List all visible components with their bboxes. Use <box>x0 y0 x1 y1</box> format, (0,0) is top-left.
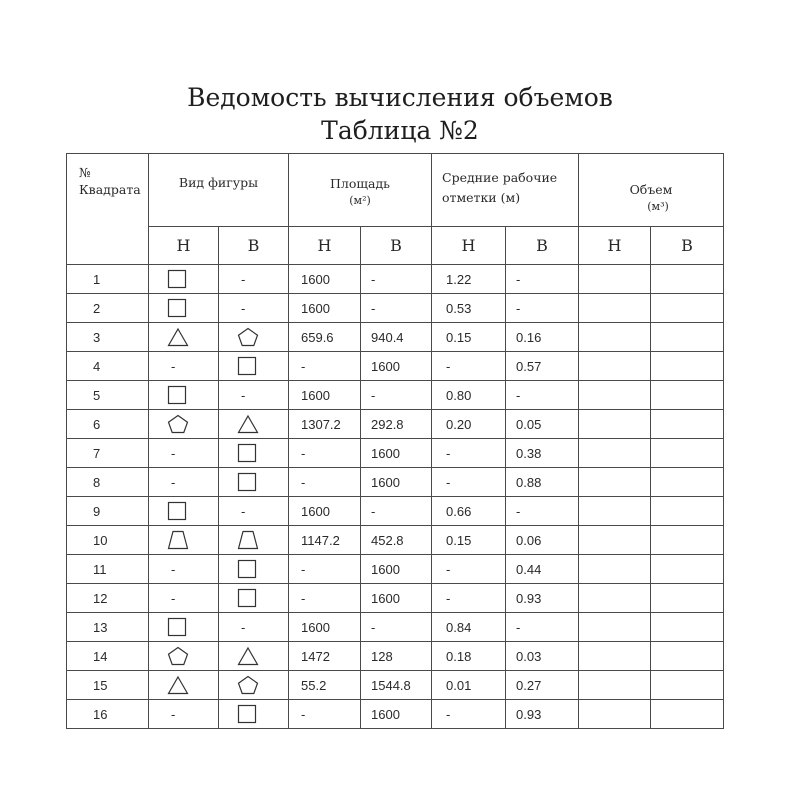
table-body <box>67 265 724 729</box>
table-row <box>67 265 724 294</box>
area-b-cell: - <box>361 265 432 294</box>
figure-cell <box>219 555 289 584</box>
area-b-cell: 452.8 <box>361 526 432 555</box>
mark-b-cell: 0.57 <box>506 352 579 381</box>
table-row <box>67 497 724 526</box>
volume-n-cell <box>579 555 651 584</box>
table-row <box>67 642 724 671</box>
volume-n-cell <box>579 613 651 642</box>
volume-n-cell <box>579 265 651 294</box>
volume-n-cell <box>579 323 651 352</box>
subheader-cell: Н <box>432 227 506 265</box>
header-volume <box>579 154 724 227</box>
figure-cell <box>149 526 219 555</box>
header-volume-label: Объем <box>629 182 673 197</box>
square-icon <box>237 357 257 372</box>
area-b-cell: 1600 <box>361 555 432 584</box>
square-number-cell: 12 <box>67 584 149 613</box>
volume-b-cell <box>651 265 724 294</box>
mark-n-cell: 0.53 <box>432 294 506 323</box>
mark-n-cell: - <box>432 555 506 584</box>
mark-b-cell: 0.88 <box>506 468 579 497</box>
table-caption: Таблица №2 <box>321 116 479 145</box>
volume-b-cell <box>651 410 724 439</box>
mark-n-cell: 0.01 <box>432 671 506 700</box>
table-row <box>67 468 724 497</box>
mark-b-cell: - <box>506 613 579 642</box>
mark-n-cell: 0.15 <box>432 526 506 555</box>
area-n-cell: 1600 <box>289 265 361 294</box>
mark-n-cell: 0.20 <box>432 410 506 439</box>
volume-b-cell <box>651 381 724 410</box>
square-icon <box>237 560 257 575</box>
trapezoid-icon <box>167 531 189 546</box>
mark-b-cell: 0.44 <box>506 555 579 584</box>
figure-cell <box>219 642 289 671</box>
area-b-cell: 1600 <box>361 352 432 381</box>
figure-cell <box>219 584 289 613</box>
square-number-cell: 10 <box>67 526 149 555</box>
area-b-cell: 1600 <box>361 468 432 497</box>
area-n-cell: 1600 <box>289 613 361 642</box>
area-b-cell: 1544.8 <box>361 671 432 700</box>
figure-cell <box>219 410 289 439</box>
header-row <box>67 154 724 227</box>
square-icon <box>167 270 187 285</box>
area-n-cell: 1600 <box>289 497 361 526</box>
triangle-icon <box>167 676 189 691</box>
square-icon <box>237 473 257 488</box>
area-n-cell: - <box>289 584 361 613</box>
square-number-cell: 16 <box>67 700 149 729</box>
area-n-cell: 1147.2 <box>289 526 361 555</box>
subheader-cell: В <box>361 227 432 265</box>
area-b-cell: - <box>361 613 432 642</box>
volume-n-cell <box>579 381 651 410</box>
figure-cell <box>219 439 289 468</box>
area-n-cell: 659.6 <box>289 323 361 352</box>
figure-cell: - <box>149 439 219 468</box>
table-row <box>67 613 724 642</box>
volume-n-cell <box>579 294 651 323</box>
square-icon <box>167 618 187 633</box>
mark-b-cell: 0.27 <box>506 671 579 700</box>
figure-cell: - <box>219 294 289 323</box>
volume-b-cell <box>651 526 724 555</box>
square-number-cell: 9 <box>67 497 149 526</box>
square-number-cell: 8 <box>67 468 149 497</box>
figure-cell: - <box>149 555 219 584</box>
table-row <box>67 294 724 323</box>
pentagon-icon <box>237 328 259 343</box>
area-n-cell: - <box>289 439 361 468</box>
volume-b-cell <box>651 555 724 584</box>
area-n-cell: - <box>289 352 361 381</box>
volume-b-cell <box>651 671 724 700</box>
figure-cell <box>149 265 219 294</box>
square-number-cell: 3 <box>67 323 149 352</box>
table-row <box>67 700 724 729</box>
square-number-cell: 7 <box>67 439 149 468</box>
triangle-icon <box>237 415 259 430</box>
mark-b-cell: 0.16 <box>506 323 579 352</box>
square-icon <box>237 444 257 459</box>
pentagon-icon <box>237 676 259 691</box>
volume-b-cell <box>651 439 724 468</box>
area-b-cell: 292.8 <box>361 410 432 439</box>
figure-cell <box>219 468 289 497</box>
mark-n-cell: - <box>432 700 506 729</box>
volume-b-cell <box>651 613 724 642</box>
mark-b-cell: - <box>506 294 579 323</box>
square-number-cell: 15 <box>67 671 149 700</box>
volume-b-cell <box>651 642 724 671</box>
mark-n-cell: - <box>432 584 506 613</box>
figure-cell: - <box>149 700 219 729</box>
mark-n-cell: - <box>432 439 506 468</box>
square-icon <box>167 386 187 401</box>
area-n-cell: 1307.2 <box>289 410 361 439</box>
area-b-cell: 940.4 <box>361 323 432 352</box>
table-row <box>67 381 724 410</box>
triangle-icon <box>237 647 259 662</box>
mark-n-cell: 0.18 <box>432 642 506 671</box>
area-b-cell: 128 <box>361 642 432 671</box>
area-b-cell: 1600 <box>361 439 432 468</box>
document-title: Ведомость вычисления объемов <box>187 83 613 112</box>
pentagon-icon <box>167 647 189 662</box>
mark-n-cell: 0.80 <box>432 381 506 410</box>
mark-n-cell: 0.66 <box>432 497 506 526</box>
header-marks: Средние рабочие отметки (м) <box>432 154 579 227</box>
figure-cell <box>219 352 289 381</box>
mark-b-cell: 0.38 <box>506 439 579 468</box>
subheader-cell: В <box>219 227 289 265</box>
area-b-cell: - <box>361 381 432 410</box>
square-number-cell: 1 <box>67 265 149 294</box>
header-area <box>289 154 432 227</box>
square-number-cell: 4 <box>67 352 149 381</box>
volume-b-cell <box>651 497 724 526</box>
square-number-cell: 2 <box>67 294 149 323</box>
volume-n-cell <box>579 410 651 439</box>
figure-cell <box>219 700 289 729</box>
square-icon <box>237 589 257 604</box>
figure-cell: - <box>219 613 289 642</box>
volume-n-cell <box>579 468 651 497</box>
mark-n-cell: - <box>432 468 506 497</box>
volume-n-cell <box>579 700 651 729</box>
square-number-cell: 11 <box>67 555 149 584</box>
figure-cell: - <box>149 352 219 381</box>
volume-n-cell <box>579 439 651 468</box>
trapezoid-icon <box>237 531 259 546</box>
volume-n-cell <box>579 526 651 555</box>
figure-cell <box>149 323 219 352</box>
figure-cell <box>149 381 219 410</box>
subheader-cell: В <box>506 227 579 265</box>
volume-b-cell <box>651 323 724 352</box>
mark-b-cell: 0.06 <box>506 526 579 555</box>
figure-cell: - <box>219 381 289 410</box>
mark-b-cell: - <box>506 381 579 410</box>
area-n-cell: 1472 <box>289 642 361 671</box>
subheader-cell: В <box>651 227 724 265</box>
volume-n-cell <box>579 497 651 526</box>
area-n-cell: - <box>289 555 361 584</box>
area-n-cell: - <box>289 700 361 729</box>
mark-b-cell: 0.93 <box>506 584 579 613</box>
volume-table <box>66 153 724 729</box>
table-row <box>67 526 724 555</box>
table-row <box>67 555 724 584</box>
table-row <box>67 439 724 468</box>
volume-b-cell <box>651 584 724 613</box>
figure-cell <box>219 671 289 700</box>
square-icon <box>167 502 187 517</box>
area-n-cell: 55.2 <box>289 671 361 700</box>
area-b-cell: 1600 <box>361 700 432 729</box>
table-row <box>67 410 724 439</box>
volume-b-cell <box>651 700 724 729</box>
square-icon <box>237 705 257 720</box>
subheader-cell: Н <box>579 227 651 265</box>
square-number-cell: 13 <box>67 613 149 642</box>
square-number-cell: 5 <box>67 381 149 410</box>
header-area-label: Площадь <box>330 176 390 191</box>
table-row <box>67 323 724 352</box>
subheader-row <box>67 227 724 265</box>
triangle-icon <box>167 328 189 343</box>
volume-n-cell <box>579 584 651 613</box>
volume-n-cell <box>579 671 651 700</box>
figure-cell <box>149 671 219 700</box>
area-b-cell: 1600 <box>361 584 432 613</box>
table-row <box>67 584 724 613</box>
figure-cell <box>149 642 219 671</box>
header-volume-unit: (м³) <box>647 200 669 213</box>
volume-n-cell <box>579 642 651 671</box>
mark-b-cell: 0.03 <box>506 642 579 671</box>
pentagon-icon <box>167 415 189 430</box>
figure-cell <box>219 323 289 352</box>
area-b-cell: - <box>361 497 432 526</box>
header-square-no: № Квадрата <box>67 154 149 265</box>
figure-cell: - <box>149 468 219 497</box>
square-number-cell: 6 <box>67 410 149 439</box>
figure-cell: - <box>219 497 289 526</box>
subheader-cell: Н <box>289 227 361 265</box>
mark-n-cell: - <box>432 352 506 381</box>
table-row <box>67 671 724 700</box>
table-row <box>67 352 724 381</box>
figure-cell: - <box>149 584 219 613</box>
mark-b-cell: - <box>506 265 579 294</box>
figure-cell <box>149 410 219 439</box>
area-n-cell: 1600 <box>289 294 361 323</box>
header-area-unit: (м²) <box>349 194 371 207</box>
figure-cell <box>149 613 219 642</box>
mark-n-cell: 0.84 <box>432 613 506 642</box>
figure-cell: - <box>219 265 289 294</box>
header-figure-type: Вид фигуры <box>149 154 289 227</box>
volume-b-cell <box>651 294 724 323</box>
mark-b-cell: 0.93 <box>506 700 579 729</box>
square-icon <box>167 299 187 314</box>
volume-n-cell <box>579 352 651 381</box>
mark-n-cell: 0.15 <box>432 323 506 352</box>
volume-b-cell <box>651 352 724 381</box>
figure-cell <box>219 526 289 555</box>
area-b-cell: - <box>361 294 432 323</box>
mark-b-cell: - <box>506 497 579 526</box>
mark-n-cell: 1.22 <box>432 265 506 294</box>
subheader-cell: Н <box>149 227 219 265</box>
area-n-cell: 1600 <box>289 381 361 410</box>
figure-cell <box>149 294 219 323</box>
figure-cell <box>149 497 219 526</box>
square-number-cell: 14 <box>67 642 149 671</box>
volume-b-cell <box>651 468 724 497</box>
mark-b-cell: 0.05 <box>506 410 579 439</box>
area-n-cell: - <box>289 468 361 497</box>
